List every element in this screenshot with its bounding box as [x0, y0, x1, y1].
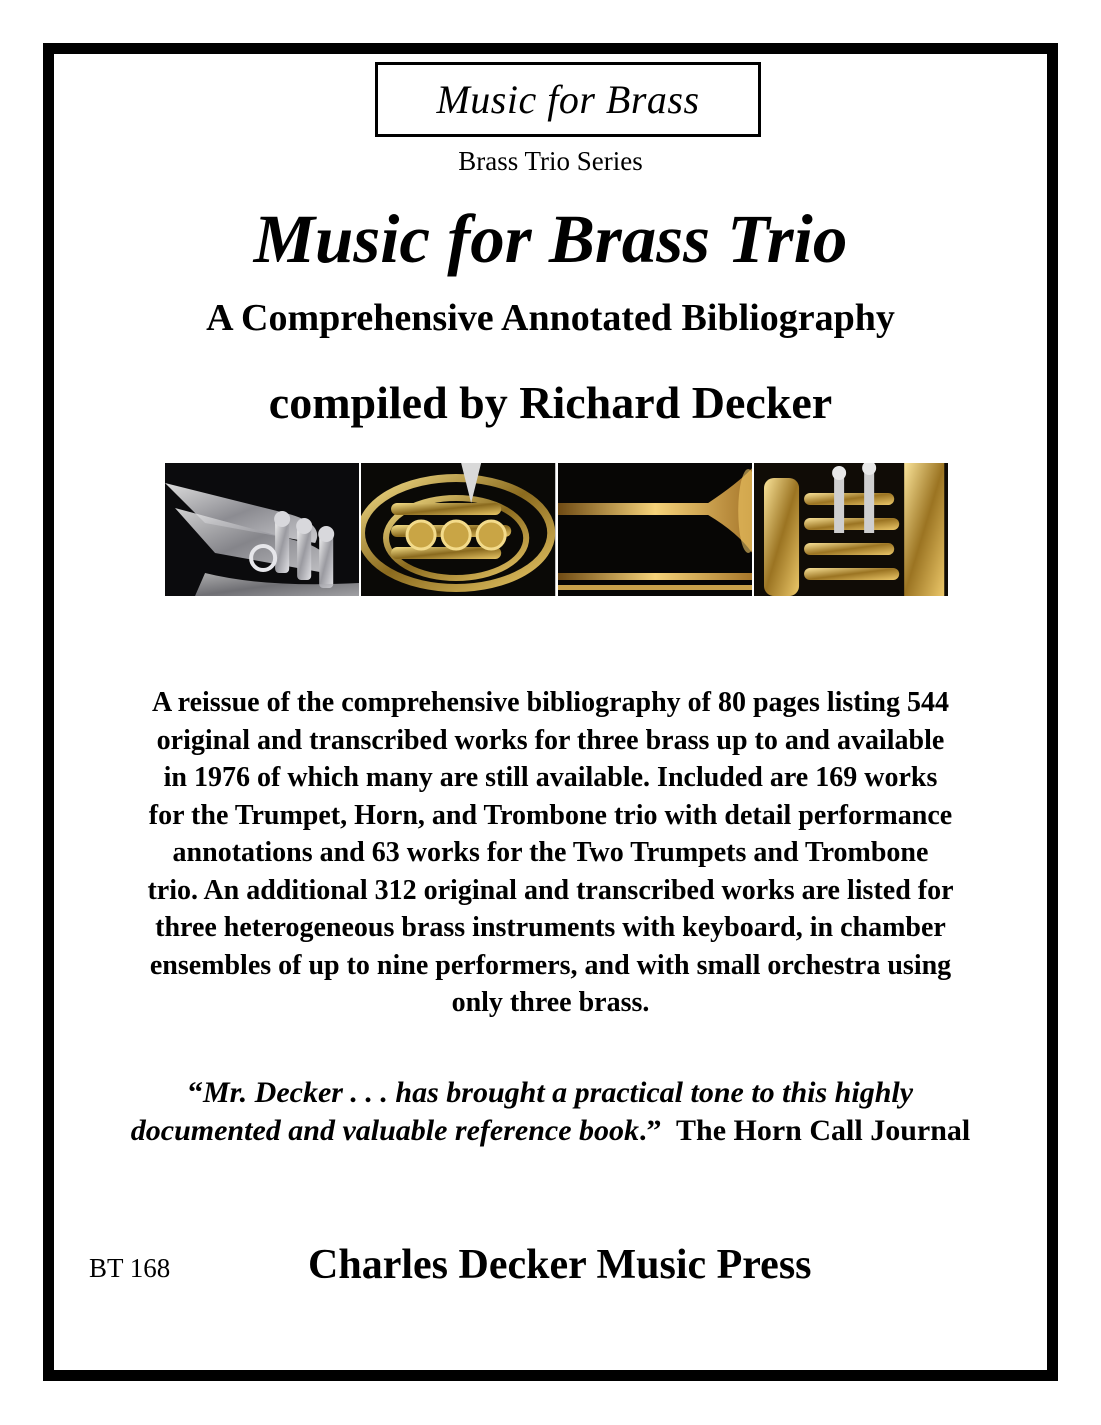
- review-quote: [70, 1074, 1031, 1150]
- compiler-credit: compiled by Richard Decker: [268, 377, 833, 428]
- quote-open-mark: “: [187, 1076, 203, 1109]
- description: [70, 684, 1031, 1022]
- description-line: original and transcribed works for three brass up to and available: [156, 724, 945, 756]
- description-line: in 1976 of which many are still available. Included are 169 works: [163, 762, 938, 793]
- description-line: for the Trumpet, Horn, and Trombone trio with detail performance: [148, 799, 953, 831]
- page-title: Music for Brass Trio: [253, 201, 848, 277]
- trombone-photo: [558, 463, 752, 596]
- quote-line-2: documented and valuable reference book: [130, 1114, 640, 1147]
- series-logo-box: [375, 62, 761, 137]
- series-name: Brass Trio Series: [458, 146, 643, 176]
- quote-line-1: Mr. Decker . . . has brought a practical tone to this highly: [202, 1076, 914, 1109]
- horn-photo: [361, 463, 555, 596]
- tuba-photo: [754, 463, 948, 596]
- description-line: only three brass.: [451, 987, 650, 1018]
- series-logo-text: Music for Brass: [436, 77, 700, 122]
- description-line: ensembles of up to nine performers, and with small orchestra using: [149, 949, 952, 981]
- publisher-name: Charles Decker Music Press: [308, 1242, 812, 1288]
- quote-close-mark: .”: [639, 1114, 662, 1147]
- instrument-photo-strip: [165, 463, 948, 596]
- description-line: annotations and 63 works for the Two Trumpets and Trombone: [172, 837, 929, 868]
- trumpet-photo: [165, 463, 359, 596]
- quote-source: The Horn Call Journal: [676, 1114, 971, 1147]
- description-line: A reissue of the comprehensive bibliography of 80 pages listing 544: [151, 687, 949, 718]
- subtitle: A Comprehensive Annotated Bibliography: [206, 297, 895, 339]
- description-line: three heterogeneous brass instruments with keyboard, in chamber: [155, 912, 946, 943]
- description-line: trio. An additional 312 original and transcribed works are listed for: [147, 874, 954, 906]
- catalog-number: BT 168: [89, 1253, 171, 1283]
